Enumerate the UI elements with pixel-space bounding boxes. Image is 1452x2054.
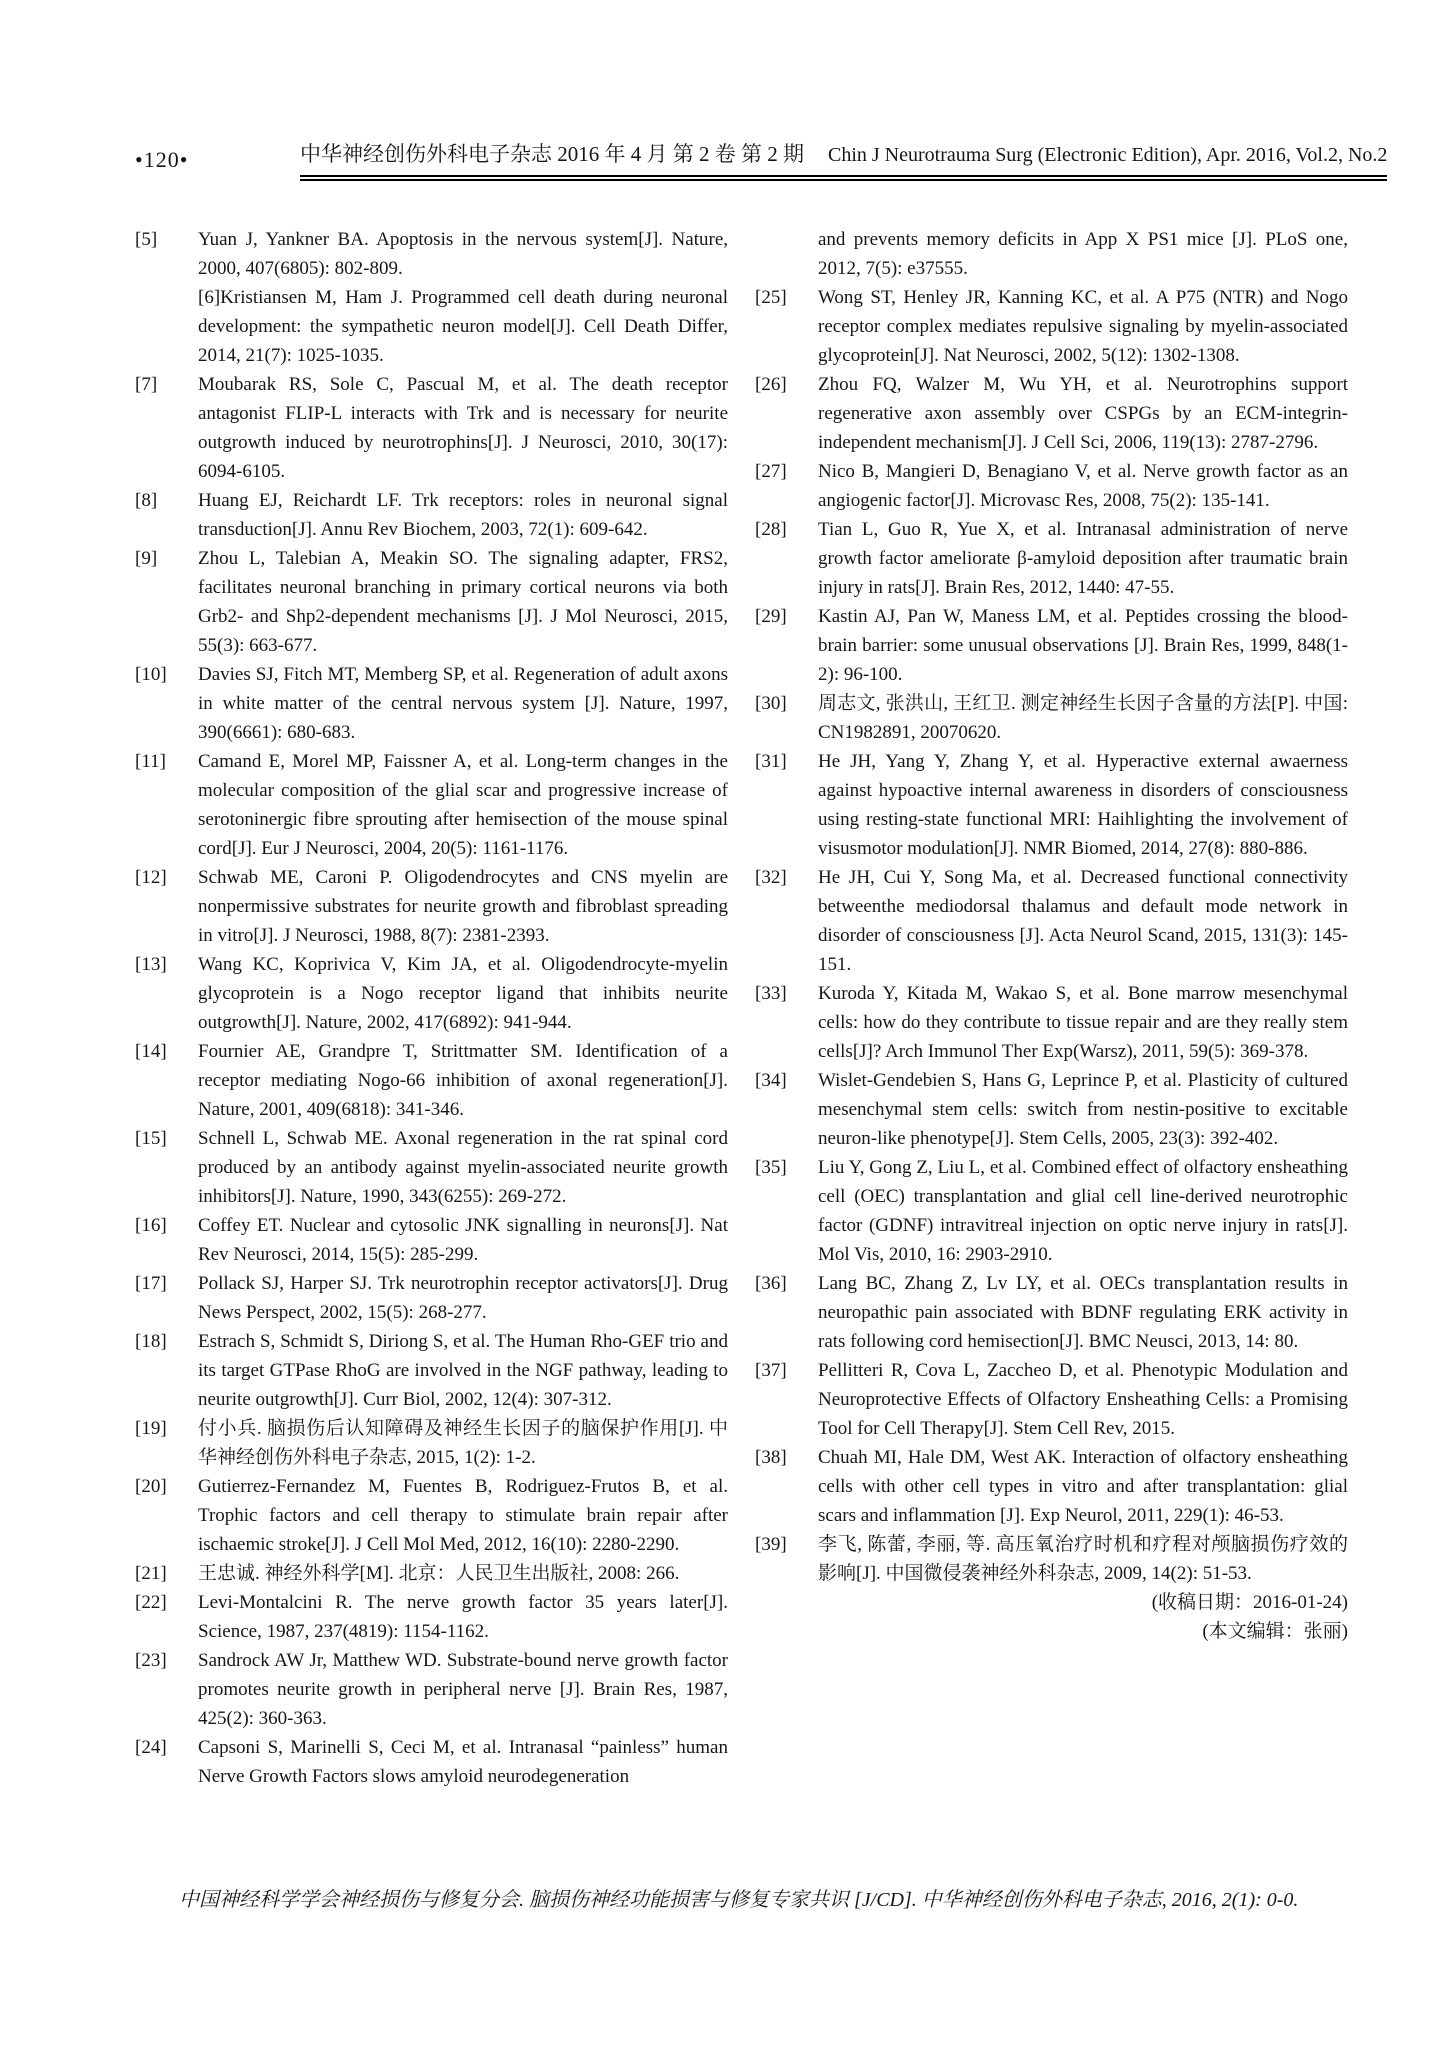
reference-number: [9] [135, 548, 158, 569]
reference-item [755, 863, 1348, 979]
reference-text: Liu Y, Gong Z, Liu L, et al. Combined effect of olfactory ensheathing cell (OEC) transplantation and glial cell line-derived neurotrophic factor (GDNF) intravitreal injection on optic nerve injury in rats[J]. Mol Vis, 2010, 16: 2903-2910. [818, 1157, 1348, 1265]
references-section [135, 225, 1348, 1791]
reference-subitem: [6]Kristiansen M, Ham J. Programmed cell death during neuronal development: the sympathetic neuron model[J]. Cell Death Differ, 2014, 21(7): 1025-1035. [198, 287, 728, 366]
reference-number: [14] [135, 1041, 167, 1062]
reference-text: Fournier AE, Grandpre T, Strittmatter SM. Identification of a receptor mediating Nogo-66 inhibition of axonal regeneration[J]. Nature, 2001, 409(6818): 341-346. [198, 1041, 728, 1120]
page-number: •120• [135, 147, 189, 172]
reference-item [135, 1733, 728, 1791]
reference-item [135, 863, 728, 950]
reference-text: 李飞, 陈蕾, 李丽, 等. 高压氧治疗时机和疗程对颅脑损伤疗效的影响[J]. 中国微侵袭神经外科杂志, 2009, 14(2): 51-53. [818, 1534, 1348, 1584]
reference-item [755, 370, 1348, 457]
reference-number: [15] [135, 1128, 167, 1149]
reference-text: Estrach S, Schmidt S, Diriong S, et al. The Human Rho-GEF trio and its target GTPase RhoG are involved in the NGF pathway, leading to neurite outgrowth[J]. Curr Biol, 2002, 12(4): 307-312. [198, 1331, 728, 1410]
reference-number [755, 225, 818, 283]
reference-item [135, 370, 728, 486]
reference-text: Zhou L, Talebian A, Meakin SO. The signaling adapter, FRS2, facilitates neuronal branching in primary cortical neurons via both Grb2- and Shp2-dependent mechanisms [J]. J Mol Neurosci, 2015, 55(3): 663-677. [198, 548, 728, 656]
journal-title-chinese: 中华神经创伤外科电子杂志 2016 年 4 月 第 2 卷 第 2 期 [300, 142, 804, 166]
reference-number: [5] [135, 229, 158, 250]
reference-number: [7] [135, 374, 158, 395]
reference-text: Pellitteri R, Cova L, Zaccheo D, et al. Phenotypic Modulation and Neuroprotective Effects of Olfactory Ensheathing Cells: a Promising Tool for Cell Therapy[J]. Stem Cell Rev, 2015. [818, 1360, 1348, 1439]
reference-item [755, 1443, 1348, 1530]
editor-note: (本文编辑：张丽) [1202, 1621, 1348, 1642]
reference-item [755, 1530, 1348, 1588]
reference-item [135, 660, 728, 747]
reference-text: Gutierrez-Fernandez M, Fuentes B, Rodriguez-Frutos B, et al. Trophic factors and cell therapy to stimulate brain repair after ischaemic stroke[J]. J Cell Mol Med, 2012, 16(10): 2280-2290. [198, 1476, 728, 1555]
reference-item [755, 1356, 1348, 1443]
references-column-right [755, 225, 1348, 1791]
reference-item [755, 283, 1348, 370]
reference-number: [8] [135, 490, 158, 511]
reference-text: Wong ST, Henley JR, Kanning KC, et al. A P75 (NTR) and Nogo receptor complex mediates repulsive signaling by myelin-associated glycoprotein[J]. Nat Neurosci, 2002, 5(12): 1302-1308. [818, 287, 1348, 366]
reference-item [755, 225, 1348, 283]
reference-number: [21] [135, 1563, 167, 1584]
reference-text: and prevents memory deficits in App X PS1 mice [J]. PLoS one, 2012, 7(5): e37555. [818, 229, 1348, 279]
reference-text: Levi-Montalcini R. The nerve growth factor 35 years later[J]. Science, 1987, 237(4819): 1154-1162. [198, 1592, 728, 1642]
reference-item [755, 1153, 1348, 1269]
reference-number: [27] [755, 461, 787, 482]
reference-number: [11] [135, 751, 166, 772]
references-column-left [135, 225, 728, 1791]
reference-number: [10] [135, 664, 167, 685]
reference-number: [12] [135, 867, 167, 888]
reference-text: Capsoni S, Marinelli S, Ceci M, et al. Intranasal “painless” human Nerve Growth Factors slows amyloid neurodegeneration [198, 1737, 728, 1787]
reference-text: 王忠诚. 神经外科学[M]. 北京：人民卫生出版社, 2008: 266. [198, 1563, 680, 1584]
reference-text: Chuah MI, Hale DM, West AK. Interaction of olfactory ensheathing cells with other cell types in vitro and after transplantation: glial scars and inflammation [J]. Exp Neurol, 2011, 229(1): 46-53. [818, 1447, 1348, 1526]
reference-text: Pollack SJ, Harper SJ. Trk neurotrophin receptor activators[J]. Drug News Perspect, 2002, 15(5): 268-277. [198, 1273, 728, 1323]
reference-text: Schwab ME, Caroni P. Oligodendrocytes and CNS myelin are nonpermissive substrates for neurite growth and fibroblast spreading in vitro[J]. J Neurosci, 1988, 8(7): 2381-2393. [198, 867, 728, 946]
reference-item [135, 1327, 728, 1414]
page-footer [135, 1872, 1348, 1928]
journal-masthead [300, 138, 1387, 181]
reference-item [135, 1559, 728, 1588]
reference-number: [32] [755, 867, 787, 888]
reference-text: Kastin AJ, Pan W, Maness LM, et al. Peptides crossing the blood-brain barrier: some unusual observations [J]. Brain Res, 1999, 848(1-2): 96-100. [818, 606, 1348, 685]
reference-text: He JH, Cui Y, Song Ma, et al. Decreased functional connectivity betweenthe mediodorsal thalamus and default mode network in disorder of consciousness [J]. Acta Neurol Scand, 2015, 131(3): 145-151. [818, 867, 1348, 975]
reference-text: Zhou FQ, Walzer M, Wu YH, et al. Neurotrophins support regenerative axon assembly over CSPGs by an ECM-integrin-independent mechanism[J]. J Cell Sci, 2006, 119(13): 2787-2796. [818, 374, 1348, 453]
reference-number: [20] [135, 1476, 167, 1497]
reference-number: [37] [755, 1360, 787, 1381]
reference-text: Wang KC, Koprivica V, Kim JA, et al. Oligodendrocyte-myelin glycoprotein is a Nogo receptor ligand that inhibits neurite outgrowth[J]. Nature, 2002, 417(6892): 941-944. [198, 954, 728, 1033]
reference-number: [16] [135, 1215, 167, 1236]
reference-item [755, 1066, 1348, 1153]
reference-number: [28] [755, 519, 787, 540]
reference-number: [26] [755, 374, 787, 395]
reference-text: Huang EJ, Reichardt LF. Trk receptors: roles in neuronal signal transduction[J]. Annu Rev Biochem, 2003, 72(1): 609-642. [198, 490, 728, 540]
reference-number: [13] [135, 954, 167, 975]
reference-item [135, 1472, 728, 1559]
reference-text: Tian L, Guo R, Yue X, et al. Intranasal administration of nerve growth factor ameliorate β-amyloid deposition after traumatic brain injury in rats[J]. Brain Res, 2012, 1440: 47-55. [818, 519, 1348, 598]
reference-item [755, 979, 1348, 1066]
reference-item [135, 225, 728, 370]
received-date: (收稿日期：2016-01-24) [1151, 1592, 1348, 1613]
reference-text: Kuroda Y, Kitada M, Wakao S, et al. Bone marrow mesenchymal cells: how do they contribute to tissue repair and are they really stem cells[J]? Arch Immunol Ther Exp(Warsz), 2011, 59(5): 369-378. [818, 983, 1348, 1062]
reference-item [755, 457, 1348, 515]
page-header [135, 138, 1388, 181]
reference-list-left [135, 225, 728, 1791]
reference-text: Camand E, Morel MP, Faissner A, et al. Long-term changes in the molecular composition of the glial scar and progressive increase of serotoninergic fibre sprouting after hemisection of the mouse spinal cord[J]. Eur J Neurosci, 2004, 20(5): 1161-1176. [198, 751, 728, 859]
reference-text: Coffey ET. Nuclear and cytosolic JNK signalling in neurons[J]. Nat Rev Neurosci, 2014, 15(5): 285-299. [198, 1215, 728, 1265]
reference-list-right [755, 225, 1348, 1588]
reference-number: [24] [135, 1737, 167, 1758]
reference-item [135, 747, 728, 863]
reference-text: Nico B, Mangieri D, Benagiano V, et al. Nerve growth factor as an angiogenic factor[J]. Microvasc Res, 2008, 75(2): 135-141. [818, 461, 1348, 511]
reference-text: Schnell L, Schwab ME. Axonal regeneration in the rat spinal cord produced by an antibody against myelin-associated neurite growth inhibitors[J]. Nature, 1990, 343(6255): 269-272. [198, 1128, 728, 1207]
reference-item [135, 1646, 728, 1733]
footer-citation: 中国神经科学学会神经损伤与修复分会. 脑损伤神经功能损害与修复专家共识 [J/CD]. 中华神经创伤外科电子杂志, 2016, 2(1): 0-0. [179, 1889, 1299, 1911]
reference-number: [38] [755, 1447, 787, 1468]
reference-number: [22] [135, 1592, 167, 1613]
reference-number: [29] [755, 606, 787, 627]
reference-text: Lang BC, Zhang Z, Lv LY, et al. OECs transplantation results in neuropathic pain associated with BDNF regulating ERK activity in rats following cord hemisection[J]. BMC Neusci, 2013, 14: 80. [818, 1273, 1348, 1352]
reference-text: Sandrock AW Jr, Matthew WD. Substrate-bound nerve growth factor promotes neurite growth in peripheral nerve [J]. Brain Res, 1987, 425(2): 360-363. [198, 1650, 728, 1729]
reference-item [755, 515, 1348, 602]
reference-item [755, 1269, 1348, 1356]
reference-item [135, 486, 728, 544]
reference-item [135, 1414, 728, 1472]
reference-number: [31] [755, 751, 787, 772]
reference-number: [23] [135, 1650, 167, 1671]
reference-item [135, 544, 728, 660]
reference-item [135, 950, 728, 1037]
reference-text: 付小兵. 脑损伤后认知障碍及神经生长因子的脑保护作用[J]. 中华神经创伤外科电子杂志, 2015, 1(2): 1-2. [198, 1418, 728, 1468]
reference-text: 周志文, 张洪山, 王红卫. 测定神经生长因子含量的方法[P]. 中国: CN1982891, 20070620. [818, 693, 1348, 743]
reference-item [755, 602, 1348, 689]
reference-text: Yuan J, Yankner BA. Apoptosis in the nervous system[J]. Nature, 2000, 407(6805): 802-809. [6]Kristiansen M, Ham J. Programmed cell death during neuronal development: the sympathetic neuron model[J]. Cell Death Differ, 2014, 21(7): 1025-1035. [198, 225, 728, 370]
reference-number: [33] [755, 983, 787, 1004]
reference-number: [34] [755, 1070, 787, 1091]
reference-number: [17] [135, 1273, 167, 1294]
reference-number: [18] [135, 1331, 167, 1352]
reference-number: [39] [755, 1534, 787, 1555]
reference-number: [36] [755, 1273, 787, 1294]
reference-item [755, 689, 1348, 747]
reference-number: [35] [755, 1157, 787, 1178]
reference-item [135, 1588, 728, 1646]
reference-number: [25] [755, 287, 787, 308]
reference-number: [30] [755, 693, 787, 714]
reference-text: Davies SJ, Fitch MT, Memberg SP, et al. Regeneration of adult axons in white matter of the central nervous system [J]. Nature, 1997, 390(6661): 680-683. [198, 664, 728, 743]
reference-item [135, 1211, 728, 1269]
reference-text: Wislet-Gendebien S, Hans G, Leprince P, et al. Plasticity of cultured mesenchymal stem cells: switch from nestin-positive to excitable neuron-like phenotype[J]. Stem Cells, 2005, 23(3): 392-402. [818, 1070, 1348, 1149]
reference-item [135, 1037, 728, 1124]
journal-title-english: Chin J Neurotrauma Surg (Electronic Edition), Apr. 2016, Vol.2, No.2 [828, 144, 1388, 166]
reference-number: [19] [135, 1418, 167, 1439]
reference-text: He JH, Yang Y, Zhang Y, et al. Hyperactive external awaerness against hypoactive internal awareness in disorders of consciousness using resting-state functional MRI: Haihlighting the involvement of visusmotor modulation[J]. NMR Biomed, 2014, 27(8): 880-886. [818, 751, 1348, 859]
reference-item [755, 747, 1348, 863]
reference-text: Moubarak RS, Sole C, Pascual M, et al. The death receptor antagonist FLIP-L interacts with Trk and is necessary for neurite outgrowth induced by neurotrophins[J]. J Neurosci, 2010, 30(17): 6094-6105. [198, 374, 728, 482]
reference-item [135, 1269, 728, 1327]
reference-item [135, 1124, 728, 1211]
